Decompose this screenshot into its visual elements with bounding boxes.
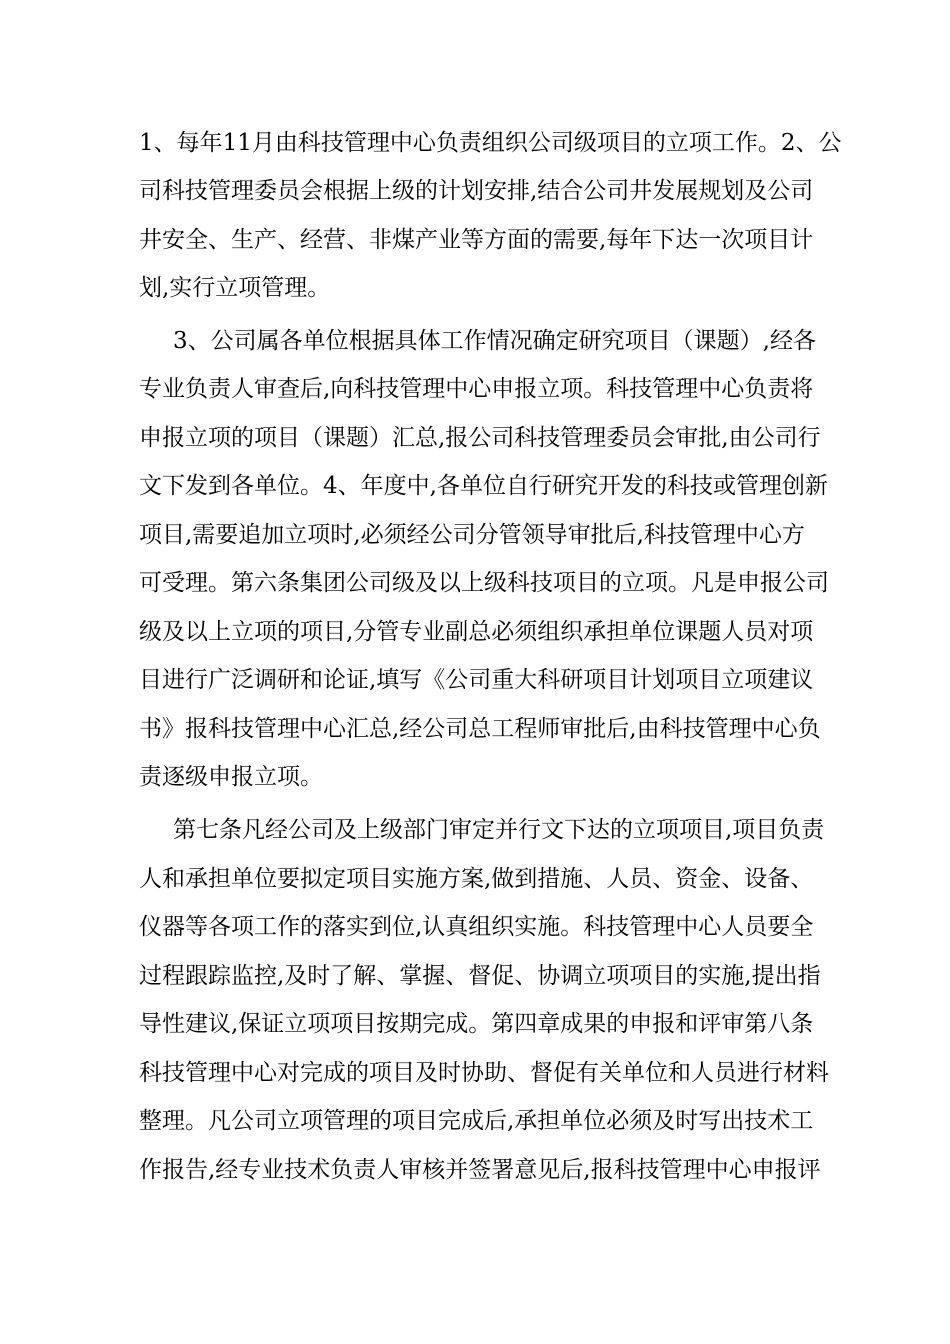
text-line: 专业负责人审查后,向科技管理中心申报立项。科技管理中心负责将: [139, 376, 814, 402]
text-line: 可受理。第六条集团公司级及以上级科技项目的立项。凡是申报公司: [139, 570, 829, 596]
text-line: 第七条凡经公司及上级部门审定并行文下达的立项项目,项目负责: [173, 817, 825, 843]
text-line: 目进行广泛调研和论证,填写《公司重大科研项目计划项目立项建议: [139, 667, 814, 693]
text-line: 书》报科技管理中心汇总,经公司总工程师审批后,由科技管理中心负: [139, 716, 821, 742]
text-line: 申报立项的项目（课题）汇总,报公司科技管理委员会审批,由公司行: [139, 425, 821, 451]
text-line: 人和承担单位要拟定项目实施方案,做到措施、人员、资金、设备、: [139, 866, 814, 892]
text-line: 科技管理中心对完成的项目及时协助、督促有关单位和人员进行材料: [139, 1060, 829, 1086]
text-line: 仪器等各项工作的落实到位,认真组织实施。科技管理中心人员要全: [139, 914, 814, 940]
text-line: 1、每年11月由科技管理中心负责组织公司级项目的立项工作。2、公: [139, 130, 842, 156]
text-line: 划,实行立项管理。: [139, 275, 331, 301]
text-line: 作报告,经专业技术负责人审核并签署意见后,报科技管理中心申报评: [139, 1157, 821, 1183]
text-line: 司科技管理委员会根据上级的计划安排,结合公司井发展规划及公司: [139, 178, 814, 204]
text-line: 责逐级申报立项。: [139, 764, 323, 790]
text-line: 级及以上立项的项目,分管专业副总必须组织承担单位课题人员对项: [139, 619, 814, 645]
text-line: 项目,需要追加立项时,必须经公司分管领导审批后,科技管理中心方: [139, 522, 805, 548]
text-line: 整理。凡公司立项管理的项目完成后,承担单位必须及时写出技术工: [139, 1108, 814, 1134]
text-line: 文下发到各单位。4、年度中,各单位自行研究开发的科技或管理创新: [139, 473, 828, 499]
text-line: 3、公司属各单位根据具体工作情况确定研究项目（课题）,经各: [173, 328, 816, 354]
text-line: 导性建议,保证立项项目按期完成。第四章成果的申报和评审第八条: [139, 1011, 814, 1037]
text-line: 过程跟踪监控,及时了解、掌握、督促、协调立项项目的实施,提出指: [139, 963, 821, 989]
text-line: 井安全、生产、经营、非煤产业等方面的需要,每年下达一次项目计: [139, 227, 814, 253]
